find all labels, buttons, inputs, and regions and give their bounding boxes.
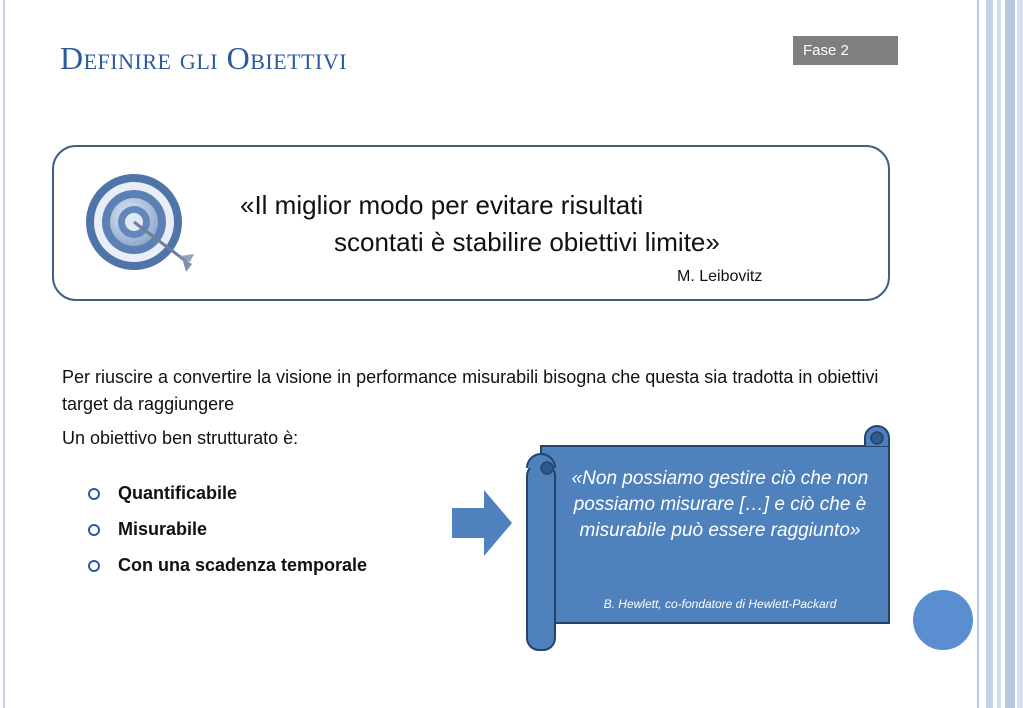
bullet-item	[88, 516, 367, 552]
quote-line-2: scontati è stabilire obiettivi limite»	[334, 227, 720, 257]
scroll-quote-author: B. Hewlett, co-fondatore di Hewlett-Packard	[603, 597, 837, 611]
right-arrow-icon	[452, 490, 512, 556]
bullet-circle-icon	[88, 488, 100, 500]
bullet-label: Quantificabile	[118, 483, 238, 503]
objective-bullet-list	[88, 480, 367, 588]
body-paragraph-2: Un obiettivo ben strutturato è:	[62, 428, 299, 448]
phase-badge: Fase 2	[793, 36, 898, 65]
bullet-label: Con una scadenza temporale	[118, 555, 368, 575]
slide-title: Definire gli Obiettivi	[60, 40, 348, 76]
bullet-circle-icon	[88, 524, 100, 536]
bullet-label: Misurabile	[118, 519, 208, 539]
bullet-item	[88, 552, 367, 588]
quote-line-1: «Il miglior modo per evitare risultati	[240, 190, 644, 220]
bullet-item	[88, 480, 367, 516]
right-decorative-border	[977, 0, 1023, 708]
quote-author: M. Leibovitz	[677, 268, 763, 285]
scroll-quote-text: «Non possiamo gestire ciò che non possiamo misurare […] e ciò che è misurabile può essere raggiunto»	[571, 468, 869, 541]
target-icon	[82, 170, 202, 280]
decorative-circle	[913, 590, 973, 650]
left-frame-line	[3, 0, 5, 708]
body-paragraph-1: Per riuscire a convertire la visione in performance misurabili bisogna che questa sia tradotta in obiettivi target da raggiungere	[62, 367, 879, 414]
bullet-circle-icon	[88, 560, 100, 572]
